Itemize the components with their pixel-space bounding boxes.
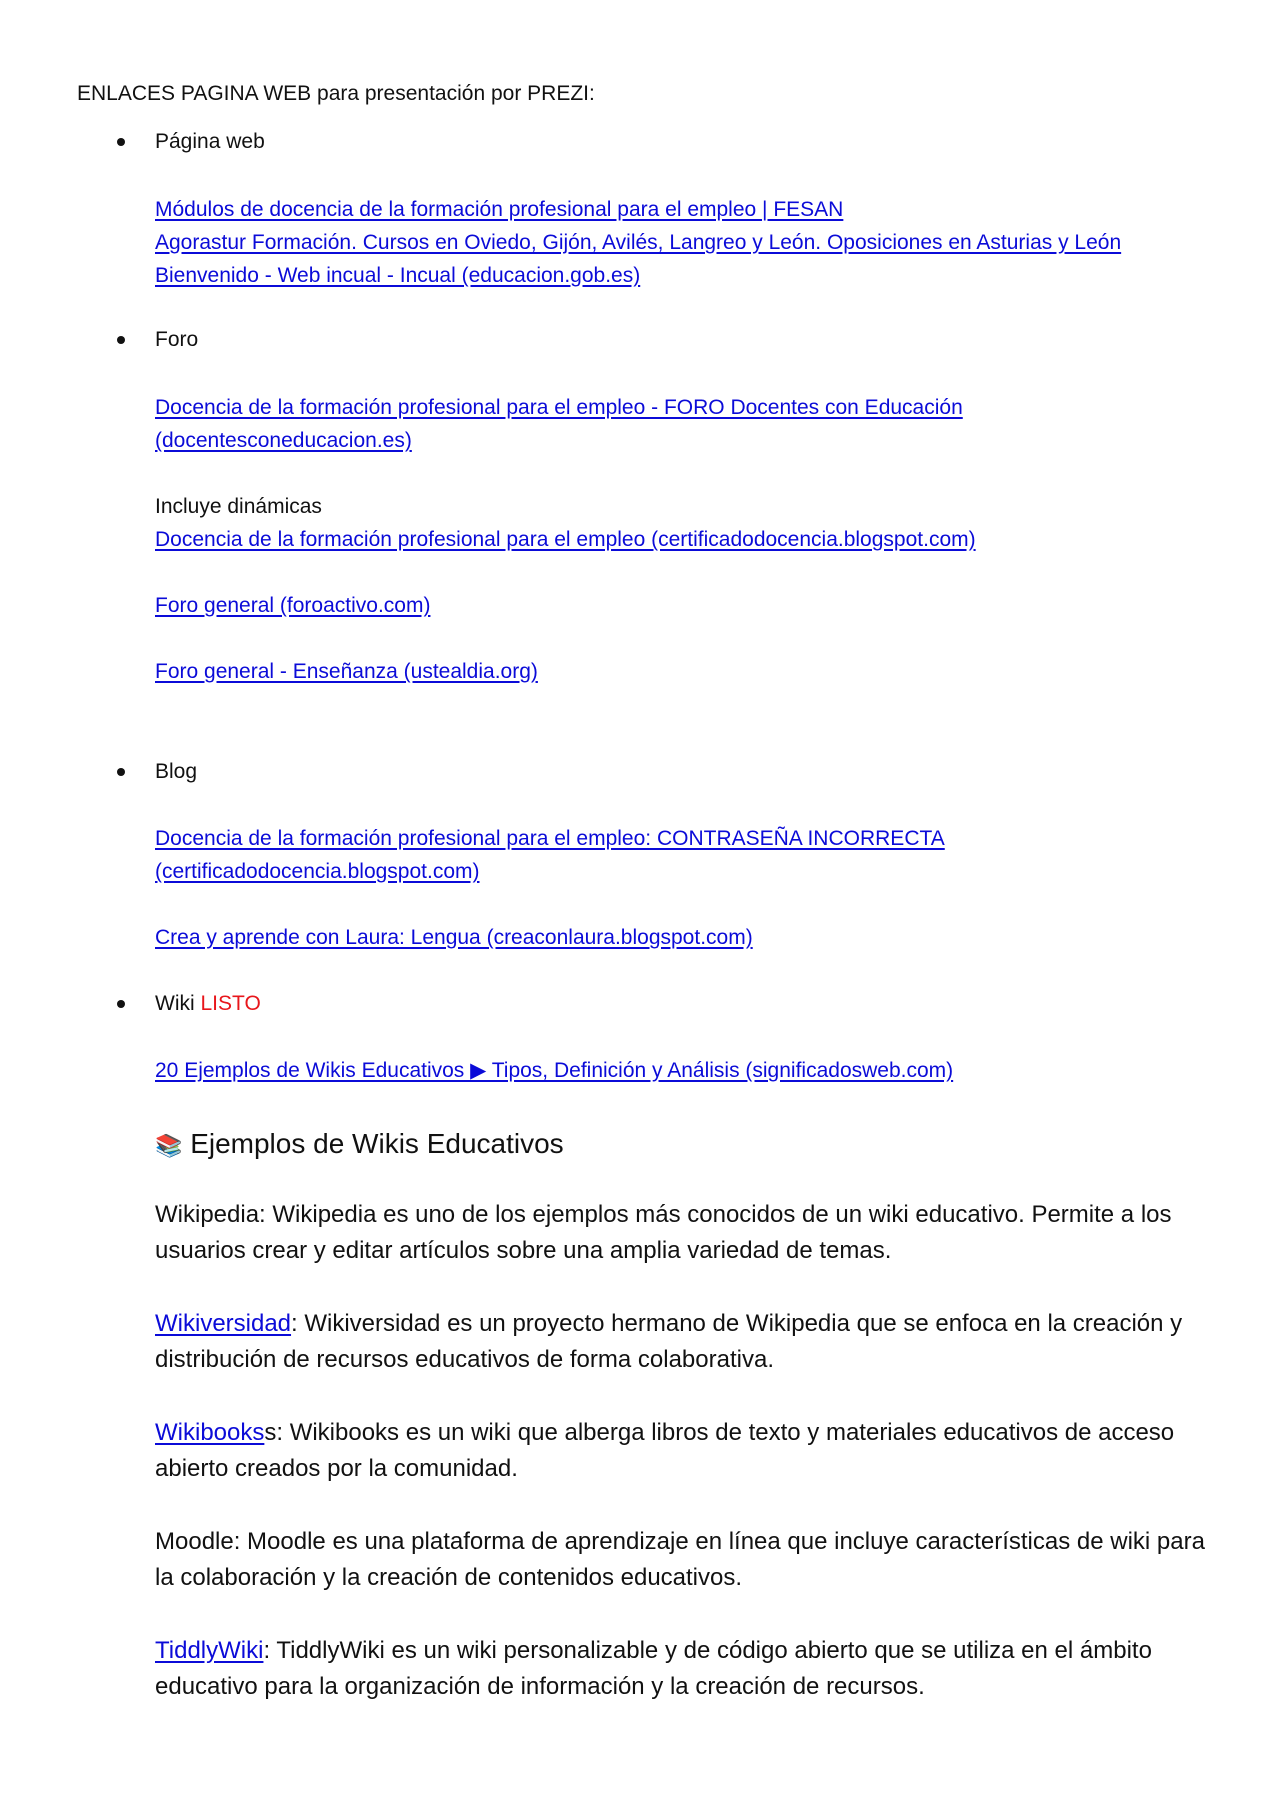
bullet-icon: [117, 336, 125, 344]
wikiversidad-link[interactable]: Wikiversidad: [155, 1310, 292, 1337]
tiddlywiki-desc-line2: educativo para la organización de información y la creación de recursos.: [155, 1673, 925, 1700]
wiki-example-moodle: [155, 1524, 1205, 1596]
moodle-name: Moodle: [155, 1528, 234, 1555]
books-icon: 📚: [155, 1133, 183, 1158]
bullet-icon: [117, 138, 125, 146]
wikibooks-desc-line1: s: Wikibooks es un wiki que alberga libros de texto y materiales educativos de acceso: [264, 1419, 1175, 1446]
status-listo: LISTO: [200, 992, 261, 1015]
wikipedia-name: Wikipedia: [155, 1201, 260, 1228]
tiddlywiki-desc-line1: : TiddlyWiki es un wiki personalizable y de código abierto que se utiliza en el ámbito: [263, 1637, 1152, 1664]
wiki-example-wikipedia: [155, 1197, 1205, 1269]
link-significadosweb[interactable]: 20 Ejemplos de Wikis Educativos ▶ Tipos, Definición y Análisis (significadosweb.com): [155, 1059, 954, 1082]
link-foro-docentes-line2[interactable]: (docentesconeducacion.es): [155, 429, 412, 452]
moodle-desc-line1: : Moodle es una plataforma de aprendizaje en línea que incluye características de wiki para: [233, 1528, 1205, 1555]
section-label-foro: Foro: [155, 328, 199, 351]
section-label-wiki: [155, 987, 261, 1020]
section-label-blog: Blog: [155, 760, 198, 783]
link-incual[interactable]: Bienvenido - Web incual - Incual (educacion.gob.es): [155, 264, 641, 287]
bullet-icon: [117, 1000, 125, 1008]
wikiversidad-desc-line2: distribución de recursos educativos de forma colaborativa.: [155, 1346, 774, 1373]
tiddlywiki-link[interactable]: TiddlyWiki: [155, 1637, 264, 1664]
link-ustealdia[interactable]: Foro general - Enseñanza (ustealdia.org): [155, 660, 538, 683]
link-agorastur[interactable]: Agorastur Formación. Cursos en Oviedo, Gijón, Avilés, Langreo y León. Oposiciones en Asturias y León: [155, 231, 1122, 254]
link-creaconlaura[interactable]: Crea y aprende con Laura: Lengua (creaconlaura.blogspot.com): [155, 926, 753, 949]
wikipedia-desc-line1: : Wikipedia es uno de los ejemplos más conocidos de un wiki educativo. Permite a los: [259, 1201, 1172, 1228]
wikibooks-link[interactable]: Wikibooks: [155, 1419, 265, 1446]
link-fesan[interactable]: Módulos de docencia de la formación profesional para el empleo | FESAN: [155, 198, 844, 221]
moodle-desc-line2: la colaboración y la creación de contenidos educativos.: [155, 1564, 743, 1591]
link-foro-docentes-line1[interactable]: Docencia de la formación profesional para el empleo - FORO Docentes con Educación: [155, 396, 963, 419]
wikiversidad-desc-line1: : Wikiversidad es un proyecto hermano de Wikipedia que se enfoca en la creación y: [291, 1310, 1183, 1337]
wiki-label: Wiki: [155, 992, 195, 1015]
section-label-pagina-web: Página web: [155, 130, 265, 153]
wiki-example-wikiversidad: [155, 1306, 1205, 1378]
document-title: ENLACES PAGINA WEB para presentación por PREZI:: [77, 82, 595, 105]
wikibooks-desc-line2: abierto creados por la comunidad.: [155, 1455, 518, 1482]
bullet-icon: [117, 768, 125, 776]
link-certificadodocencia[interactable]: Docencia de la formación profesional para el empleo (certificadodocencia.blogspot.com): [155, 528, 976, 551]
link-foroactivo[interactable]: Foro general (foroactivo.com): [155, 594, 431, 617]
note-incluye-dinamicas: Incluye dinámicas: [155, 495, 322, 518]
wikipedia-desc-line2: usuarios crear y editar artículos sobre una amplia variedad de temas.: [155, 1237, 892, 1264]
link-blog-contrasena-line2[interactable]: (certificadodocencia.blogspot.com): [155, 860, 480, 883]
link-blog-contrasena-line1[interactable]: Docencia de la formación profesional para el empleo: CONTRASEÑA INCORRECTA: [155, 827, 945, 850]
wiki-examples-heading: [155, 1124, 564, 1166]
heading-text: Ejemplos de Wikis Educativos: [190, 1128, 564, 1159]
wiki-example-tiddlywiki: [155, 1633, 1205, 1705]
wiki-example-wikibooks: [155, 1415, 1205, 1487]
